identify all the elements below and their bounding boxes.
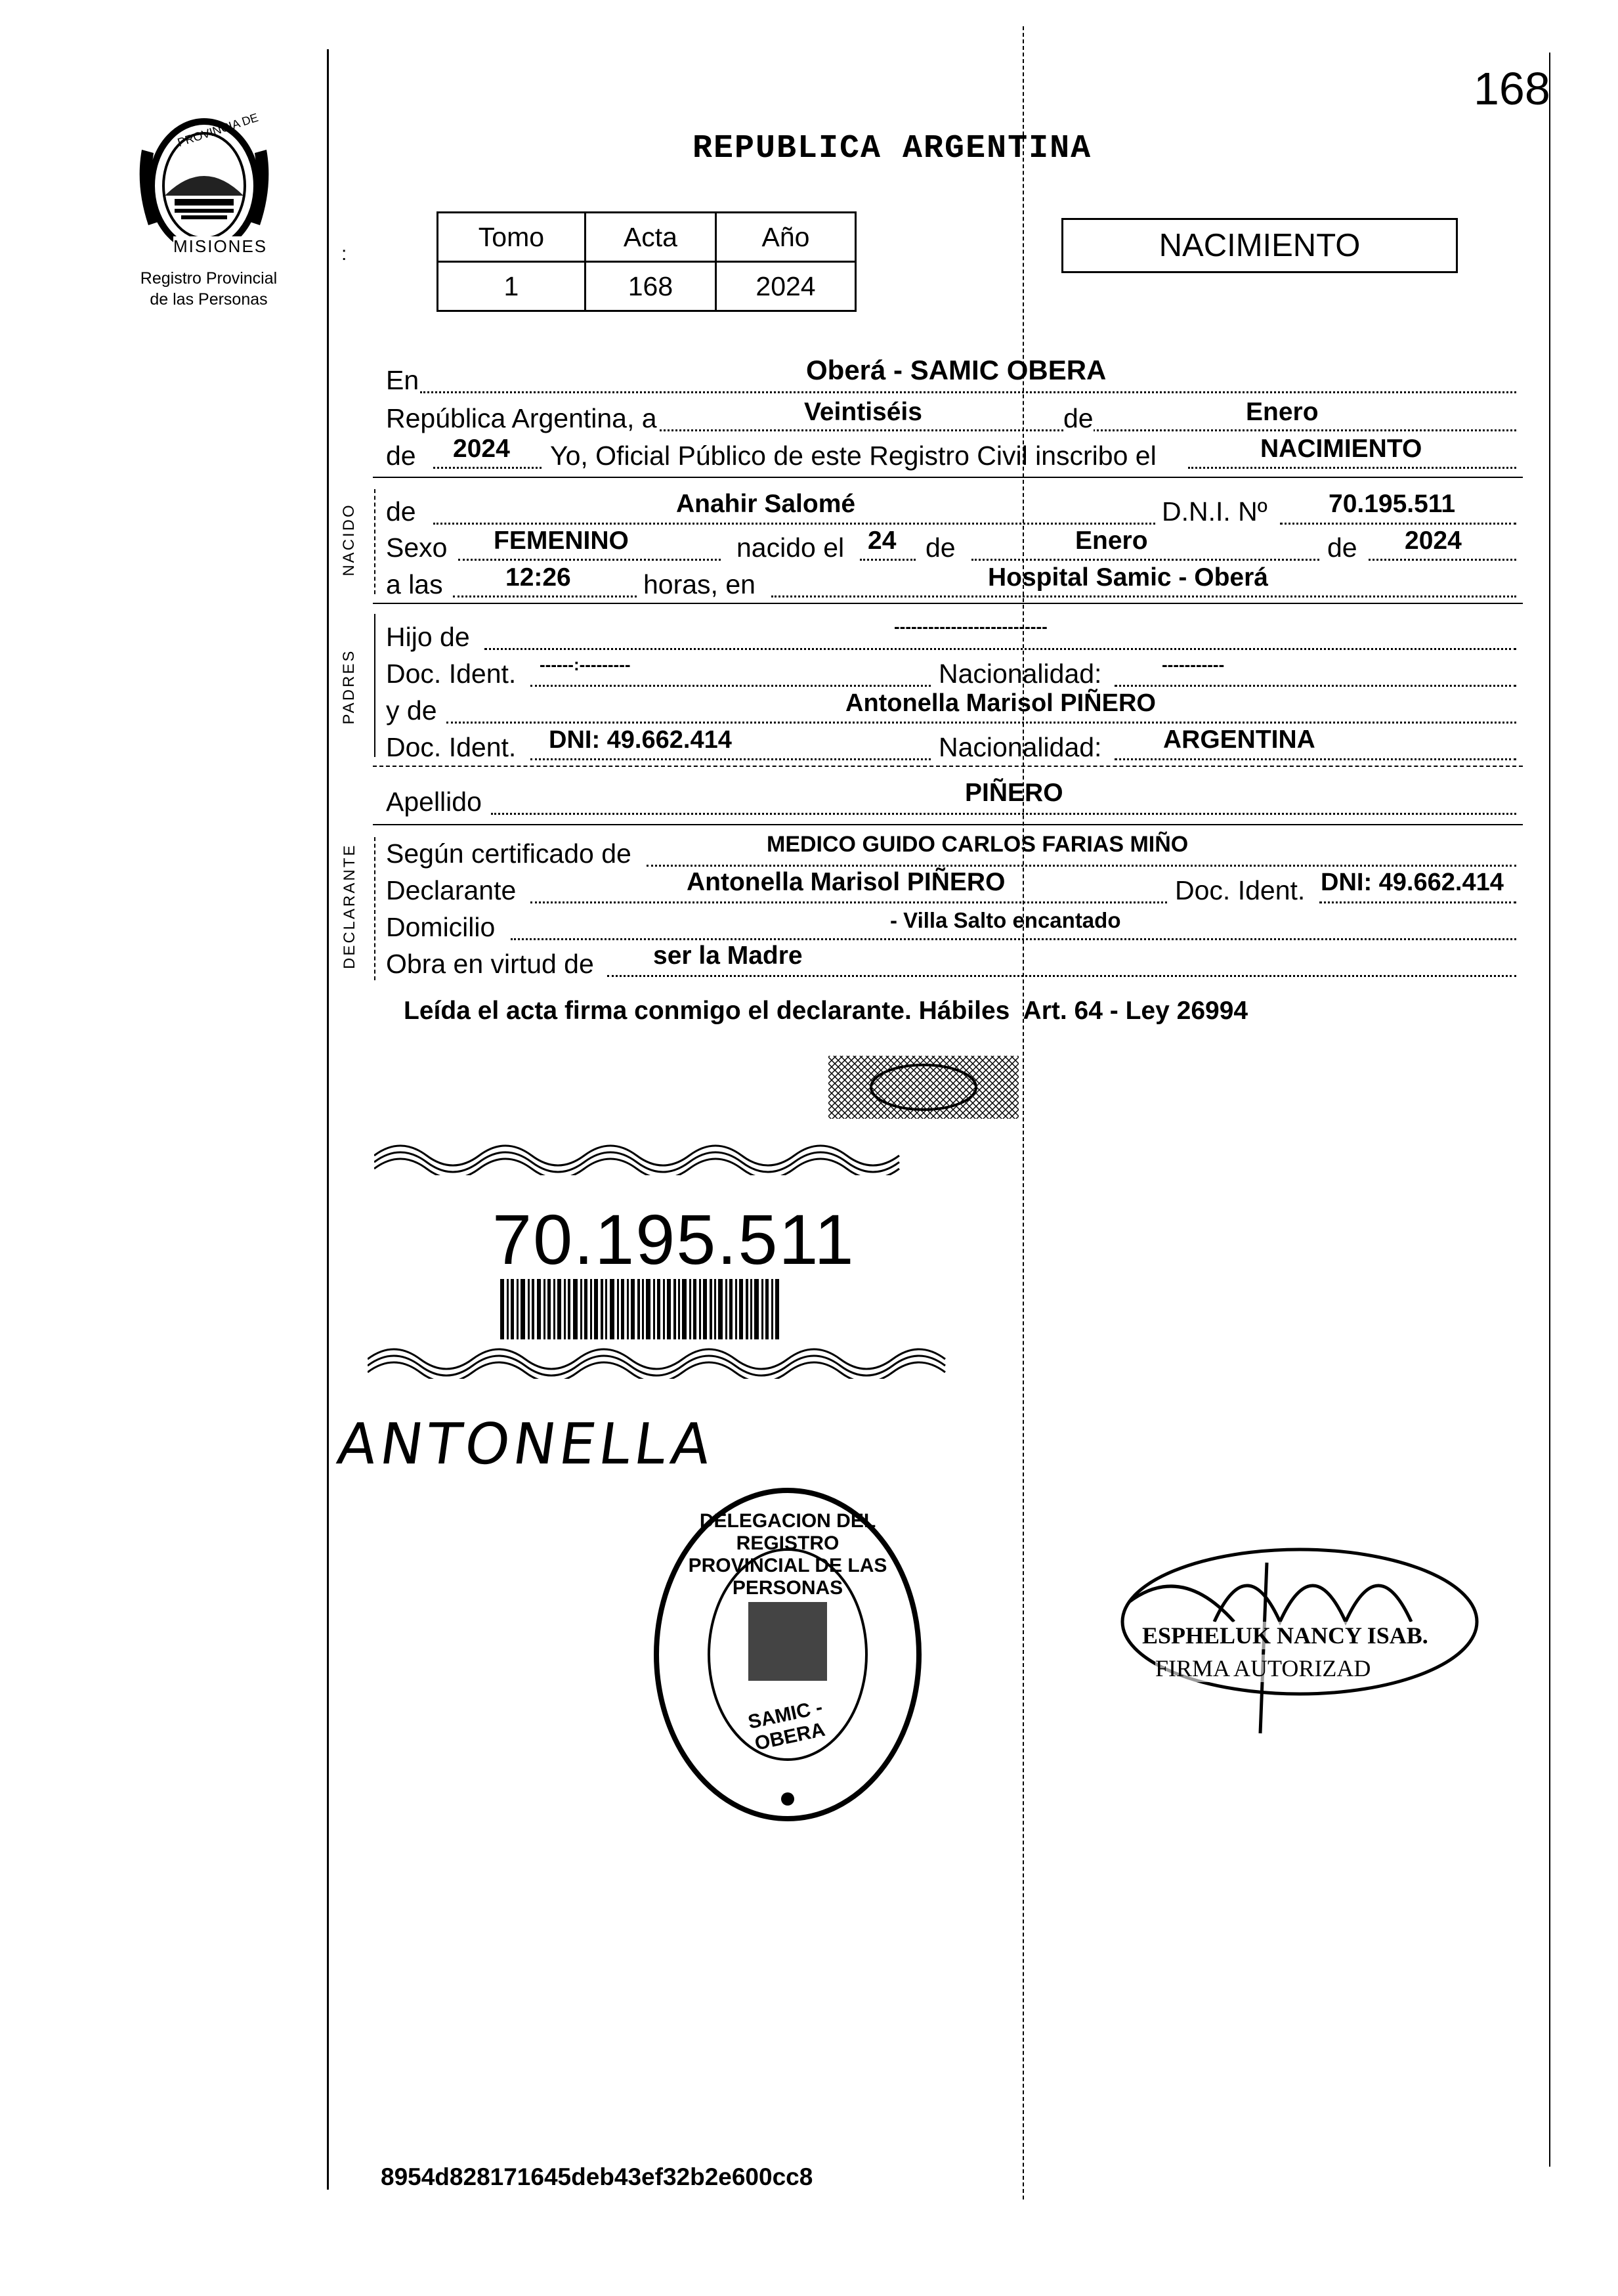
birth-year-line — [1369, 559, 1516, 561]
registry-name-line1: Registro Provincial — [140, 269, 278, 288]
obra-value: ser la Madre — [653, 942, 803, 970]
sexo-value: FEMENINO — [494, 527, 629, 555]
official-signature — [1116, 1523, 1483, 1746]
divider-4 — [373, 824, 1523, 825]
day-line — [860, 559, 916, 561]
table-value-acta: 168 — [585, 262, 715, 311]
declarante-doc-value: DNI: 49.662.414 — [1321, 869, 1504, 896]
barcode-icon — [500, 1279, 789, 1339]
time-value: 12:26 — [505, 563, 571, 592]
registry-logo — [129, 110, 280, 261]
act-type-label: NACIMIENTO — [1159, 228, 1361, 263]
nacido-name-value: Anahir Salomé — [676, 490, 856, 518]
father-doc-label: Doc. Ident. — [386, 659, 517, 689]
nacido-de-label: de — [386, 496, 416, 527]
obra-label: Obra en virtud de — [386, 949, 594, 979]
en-label: En — [386, 365, 419, 395]
footer-hash: 8954d828171645deb43ef32b2e600cc8 — [381, 2163, 813, 2190]
divider-1 — [373, 477, 1523, 478]
declarante-bracket — [374, 837, 375, 980]
declarante-label: Declarante — [386, 875, 517, 905]
nacido-bracket — [374, 489, 375, 594]
section-label-nacido: NACIDO — [340, 503, 358, 576]
month-value: Enero — [1246, 398, 1319, 426]
horas-label: horas, en — [643, 569, 756, 599]
domicilio-value: - Villa Salto encantado — [890, 908, 1121, 932]
security-stamp — [828, 1051, 1019, 1123]
mother-line — [446, 722, 1516, 724]
month-line — [971, 559, 1319, 561]
table-header-ano: Año — [716, 213, 856, 262]
act-name-line — [1188, 467, 1516, 469]
apellido-value: PIÑERO — [965, 779, 1063, 807]
nacido-el-label: nacido el — [736, 532, 845, 563]
official-seal — [650, 1484, 926, 1825]
mother-name-value: Antonella Marisol PIÑERO — [845, 689, 1156, 717]
divider-2 — [373, 603, 1523, 604]
birth-place-line — [771, 596, 1516, 597]
dni-label: D.N.I. Nº — [1162, 496, 1267, 527]
father-nat-value: ----------- — [1162, 655, 1225, 674]
barcode-number: 70.195.511 — [492, 1200, 855, 1279]
barcode-block — [354, 1136, 958, 1398]
table-value-ano: 2024 — [716, 262, 856, 311]
table-header-acta: Acta — [585, 213, 715, 262]
nacido-name-line — [433, 523, 1155, 525]
sexo-line — [458, 559, 721, 561]
cert-value: MEDICO GUIDO CARLOS FARIAS MIÑO — [767, 832, 1189, 857]
en-line — [420, 391, 1516, 393]
hijo-label: Hijo de — [386, 622, 470, 652]
day-value: 24 — [868, 527, 897, 555]
handwritten-signature: ANTONELLA — [333, 1412, 719, 1477]
birth-month-value: Enero — [1075, 527, 1148, 555]
father-name-value: --------------------------- — [894, 617, 1048, 636]
mother-doc-label: Doc. Ident. — [386, 732, 517, 762]
logo-arc-bottom-text: MISIONES — [173, 236, 268, 256]
guilloche-top-icon — [374, 1136, 978, 1175]
section-label-padres: PADRES — [340, 649, 358, 725]
mother-nat-label: Nacionalidad: — [939, 732, 1102, 762]
day-words-value: Veintiséis — [804, 398, 922, 426]
declarante-doc-line — [1319, 901, 1516, 903]
sexo-label: Sexo — [386, 532, 448, 563]
mother-nat-value: ARGENTINA — [1163, 726, 1315, 754]
official-text: Yo, Oficial Público de este Registro Civil inscribo el — [550, 441, 1157, 471]
father-nat-line — [1115, 685, 1516, 687]
guilloche-bottom-icon — [368, 1339, 971, 1379]
table-value-tomo: 1 — [438, 262, 585, 311]
center-fold-line — [1023, 26, 1024, 2199]
declarante-doc-label: Doc. Ident. — [1175, 875, 1306, 905]
security-pattern-icon — [828, 1051, 1019, 1123]
republic-label: República Argentina, a — [386, 403, 657, 433]
father-line — [484, 648, 1516, 650]
declarante-line — [530, 901, 1167, 903]
year-value: 2024 — [453, 435, 510, 463]
table-header-tomo: Tomo — [438, 213, 585, 262]
left-margin-line — [327, 49, 329, 2190]
official-signer-title: FIRMA AUTORIZAD — [1155, 1655, 1371, 1681]
obra-line — [607, 975, 1516, 977]
padres-bracket — [374, 614, 375, 757]
birth-place-value: Hospital Samic - Oberá — [988, 563, 1268, 592]
year-line — [433, 467, 542, 469]
apellido-label: Apellido — [386, 787, 482, 817]
record-table — [436, 211, 857, 312]
de-label-1: de — [1063, 403, 1094, 433]
mother-doc-line — [530, 758, 931, 760]
de-label-2: de — [926, 532, 956, 563]
time-line — [453, 596, 637, 597]
logo-arc-top-text: PROVINCIA DE — [175, 110, 260, 150]
dni-line — [1280, 523, 1516, 525]
a-las-label: a las — [386, 569, 443, 599]
dni-value: 70.195.511 — [1329, 490, 1456, 518]
right-margin-line — [1549, 53, 1550, 2167]
mother-nat-line — [1115, 758, 1516, 760]
country-title: REPUBLICA ARGENTINA — [692, 130, 1092, 167]
declarante-value: Antonella Marisol PIÑERO — [687, 868, 1006, 896]
official-signer-name: ESPHELUK NANCY ISAB. — [1142, 1622, 1428, 1649]
apellido-line — [491, 813, 1516, 815]
place-value: Oberá - SAMIC OBERA — [806, 355, 1107, 385]
y-de-label: y de — [386, 695, 437, 726]
act-name-value: NACIMIENTO — [1260, 435, 1422, 463]
domicilio-label: Domicilio — [386, 912, 496, 942]
birth-year-value: 2024 — [1405, 527, 1462, 555]
year-prefix-label: de — [386, 441, 416, 471]
act-type-box — [1061, 218, 1458, 273]
cert-label: Según certificado de — [386, 838, 631, 869]
seal-arc-text: DELEGACION DEL REGISTRO PROVINCIAL DE LAS PERSONAS — [688, 1510, 887, 1599]
closing-text: Leída el acta firma conmigo el declarante. Hábiles Art. 64 - Ley 26994 — [404, 997, 1248, 1025]
section-label-declarante: DECLARANTE — [341, 843, 358, 969]
mother-doc-value: DNI: 49.662.414 — [549, 726, 732, 754]
father-nat-label: Nacionalidad: — [939, 659, 1102, 689]
seal-inner-text: SAMIC - OBERA — [746, 1696, 827, 1755]
father-doc-line — [530, 685, 931, 687]
father-doc-value: ------:--------- — [540, 655, 631, 674]
margin-mark: : — [341, 243, 347, 265]
divider-3 — [373, 766, 1523, 767]
registry-name-line2: de las Personas — [150, 290, 268, 309]
page-number: 168 — [1474, 63, 1550, 114]
de-label-3: de — [1327, 532, 1357, 563]
